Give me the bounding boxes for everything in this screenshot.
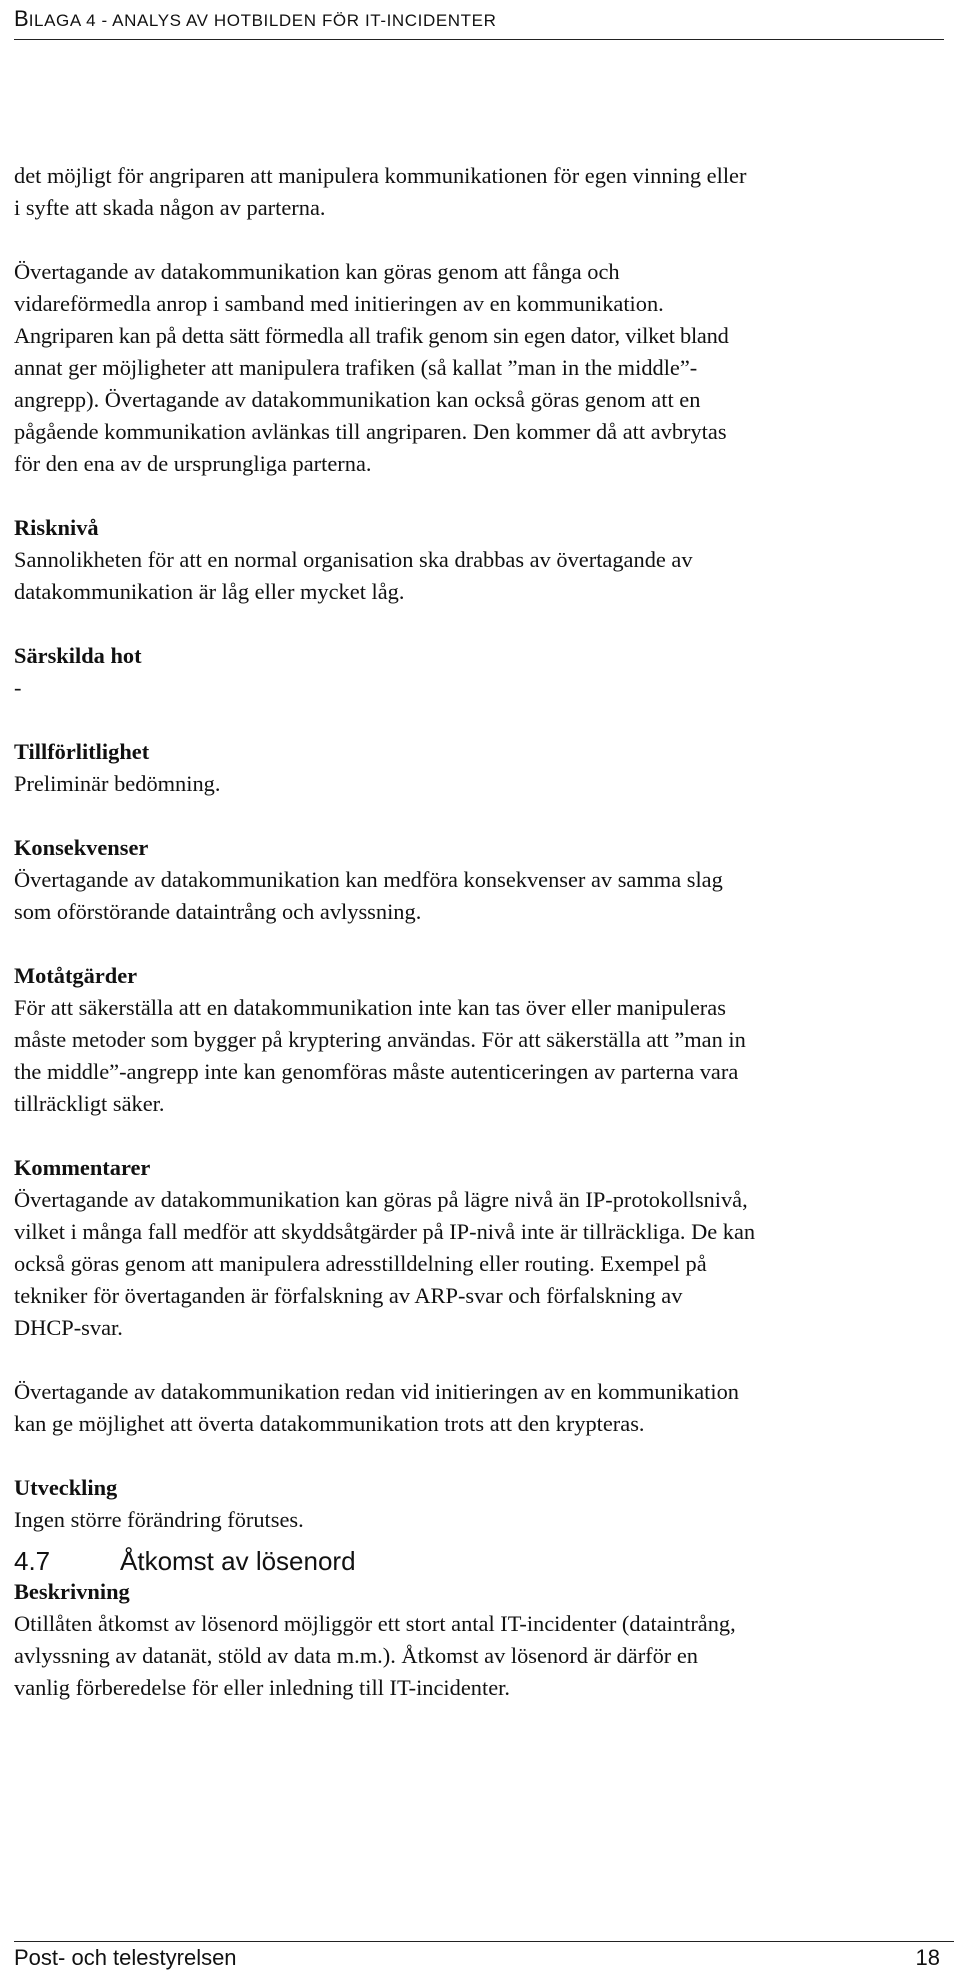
text-line: Preliminär bedömning. xyxy=(14,771,221,796)
page-footer xyxy=(14,1941,954,1974)
intro-paragraph xyxy=(14,160,954,224)
text-line: vanlig förberedelse för eller inledning till IT-incidenter. xyxy=(14,1675,510,1700)
text-line: också göras genom att manipulera adresstilldelning eller routing. Exempel på xyxy=(14,1251,707,1276)
text-line: Sannolikheten för att en normal organisation ska drabbas av övertagande av xyxy=(14,547,693,572)
text-line: Övertagande av datakommunikation kan göras genom att fånga och xyxy=(14,259,620,284)
heading-comments: Kommentarer xyxy=(14,1155,151,1180)
text-line: datakommunikation är låg eller mycket låg. xyxy=(14,579,405,604)
text-line: - xyxy=(14,675,22,700)
text-line: kan ge möjlighet att överta datakommunikation trots att den krypteras. xyxy=(14,1411,645,1436)
page-body xyxy=(14,160,954,1704)
text-line: DHCP-svar. xyxy=(14,1315,123,1340)
text-line: vidareförmedla anrop i samband med initieringen av en kommunikation. xyxy=(14,291,664,316)
heading-reliability: Tillförlitlighet xyxy=(14,739,150,764)
text-line: angrepp). Övertagande av datakommunikation kan också göras genom att en xyxy=(14,387,701,412)
heading-special-threats: Särskilda hot xyxy=(14,643,142,668)
heading-risk-level: Risknivå xyxy=(14,515,99,540)
text-line: Angriparen kan på detta sätt förmedla all trafik genom sin egen dator, vilket bland xyxy=(14,323,729,348)
text-line: tillräckligt säker. xyxy=(14,1091,165,1116)
section-heading xyxy=(14,1545,954,1577)
heading-countermeasures: Motåtgärder xyxy=(14,963,138,988)
text-line: För att säkerställa att en datakommunikation inte kan tas över eller manipuleras xyxy=(14,995,726,1020)
takeover-paragraph xyxy=(14,256,954,480)
header-initial: B xyxy=(14,6,29,31)
heading-description: Beskrivning xyxy=(14,1579,130,1604)
text-line: Övertagande av datakommunikation kan göras på lägre nivå än IP-protokollsnivå, xyxy=(14,1187,748,1212)
text-line: pågående kommunikation avlänkas till angriparen. Den kommer då att avbrytas xyxy=(14,419,727,444)
text-line: i syfte att skada någon av parterna. xyxy=(14,195,326,220)
footer-publisher: Post- och telestyrelsen xyxy=(14,1945,237,1970)
running-header xyxy=(14,4,944,40)
text-line: Övertagande av datakommunikation redan vid initieringen av en kommunikation xyxy=(14,1379,740,1404)
text-line: vilket i många fall medför att skyddsåtgärder på IP-nivå inte är tillräckliga. De kan xyxy=(14,1219,756,1244)
text-line: annat ger möjligheter att manipulera trafiken (så kallat ”man in the middle”- xyxy=(14,355,698,380)
heading-consequences: Konsekvenser xyxy=(14,835,149,860)
text-line: det möjligt för angriparen att manipulera kommunikationen för egen vinning eller xyxy=(14,163,747,188)
text-line: för den ena av de ursprungliga parterna. xyxy=(14,451,372,476)
section-number: 4.7 xyxy=(14,1546,51,1576)
text-line: Ingen större förändring förutses. xyxy=(14,1507,304,1532)
text-line: avlyssning av datanät, stöld av data m.m.). Åtkomst av lösenord är därför en xyxy=(14,1643,698,1668)
text-line: the middle”-angrepp inte kan genomföras måste autenticeringen av parterna vara xyxy=(14,1059,739,1084)
text-line: Övertagande av datakommunikation kan medföra konsekvenser av samma slag xyxy=(14,867,723,892)
heading-development: Utveckling xyxy=(14,1475,118,1500)
text-line: tekniker för övertaganden är förfalskning av ARP-svar och förfalskning av xyxy=(14,1283,683,1308)
header-title: ILAGA 4 - ANALYS AV HOTBILDEN FÖR IT-INCIDENTER xyxy=(28,11,497,30)
text-line: Otillåten åtkomst av lösenord möjliggör ett stort antal IT-incidenter (dataintrång, xyxy=(14,1611,736,1636)
page-number: 18 xyxy=(915,1945,940,1970)
text-line: måste metoder som bygger på kryptering användas. För att säkerställa att ”man in xyxy=(14,1027,746,1052)
section-title: Åtkomst av lösenord xyxy=(120,1546,356,1576)
text-line: som oförstörande dataintrång och avlyssning. xyxy=(14,899,422,924)
